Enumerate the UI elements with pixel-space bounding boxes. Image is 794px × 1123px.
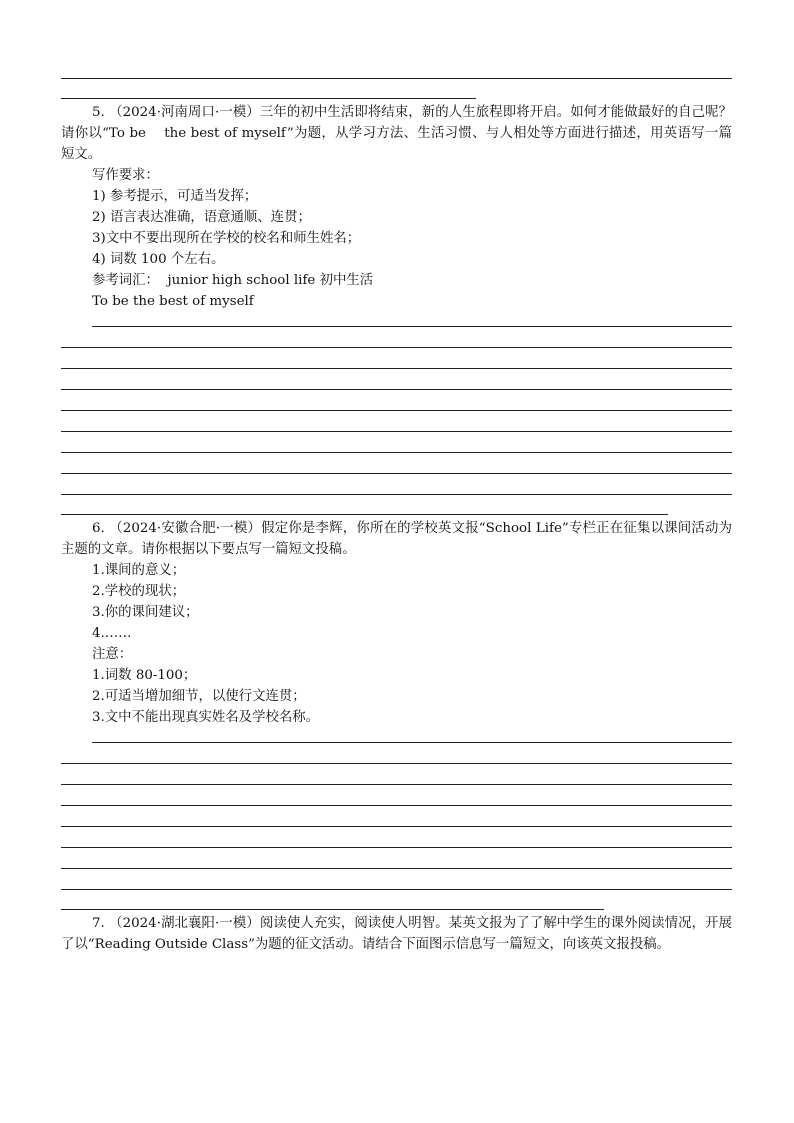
q5-vocab-hint: 参考词汇： junior high school life 初中生活 <box>92 273 374 288</box>
answer-line[interactable] <box>61 514 668 515</box>
q5-requirement-2: 2) 语言表达准确，语意通顺、连贯； <box>92 210 311 225</box>
q6-notes-title: 注意： <box>92 647 133 662</box>
question-7-prompt: 7. （2024·湖北襄阳·一模）阅读使人充实，阅读使人明智。某英文报为了了解中学生的课外阅读情况，开展了以“Reading Outside Class”为题的征文活动。请结合下面图示信息写一篇短文，向该英文报投稿。 <box>61 916 732 952</box>
answer-line[interactable] <box>61 889 732 890</box>
q6-note-1: 1.词数 80-100； <box>92 668 197 683</box>
answer-line[interactable] <box>61 431 732 432</box>
answer-line[interactable] <box>61 368 732 369</box>
answer-line[interactable] <box>61 389 732 390</box>
answer-line[interactable] <box>61 784 732 785</box>
q6-note-2: 2.可适当增加细节，以使行文连贯； <box>92 689 306 704</box>
q6-note-3: 3.文中不能出现真实姓名及学校名称。 <box>92 710 320 725</box>
answer-line[interactable] <box>61 410 732 411</box>
q5-essay-title: To be the best of myself <box>92 294 254 309</box>
answer-line[interactable] <box>61 868 732 869</box>
question-5-prompt: 5. （2024·河南周口·一模）三年的初中生活即将结束，新的人生旅程即将开启。如何才能做最好的自己呢？请你以“To be the best of myself”为题，从学习方法、生活习惯、与人相处等方面进行描述，用英语写一篇短文。 <box>61 105 732 162</box>
answer-line[interactable] <box>61 347 732 348</box>
answer-line[interactable] <box>61 494 732 495</box>
writing-line <box>61 98 476 99</box>
q5-requirement-3: 3)文中不要出现所在学校的校名和师生姓名； <box>92 231 361 246</box>
answer-line[interactable] <box>61 909 604 910</box>
answer-line[interactable] <box>61 452 732 453</box>
q6-point-2: 2.学校的现状； <box>92 584 186 599</box>
q5-requirement-1: 1) 参考提示，可适当发挥； <box>92 189 258 204</box>
answer-line[interactable] <box>61 847 732 848</box>
answer-line[interactable] <box>61 763 732 764</box>
q6-point-1: 1.课间的意义； <box>92 563 186 578</box>
answer-line[interactable] <box>61 826 732 827</box>
question-6-prompt: 6. （2024·安徽合肥·一模）假定你是李辉，你所在的学校英文报“School Life”专栏正在征集以课间活动为主题的文章。请你根据以下要点写一篇短文投稿。 <box>61 521 732 557</box>
answer-line[interactable] <box>61 473 732 474</box>
answer-line[interactable] <box>92 326 732 327</box>
q6-point-4: 4.…… <box>92 626 132 641</box>
answer-line[interactable] <box>92 742 732 743</box>
writing-line <box>61 78 732 79</box>
q5-requirement-4: 4) 词数 100 个左右。 <box>92 252 225 267</box>
q6-point-3: 3.你的课间建议； <box>92 605 199 620</box>
q5-requirements-title: 写作要求： <box>92 168 159 183</box>
answer-line[interactable] <box>61 805 732 806</box>
